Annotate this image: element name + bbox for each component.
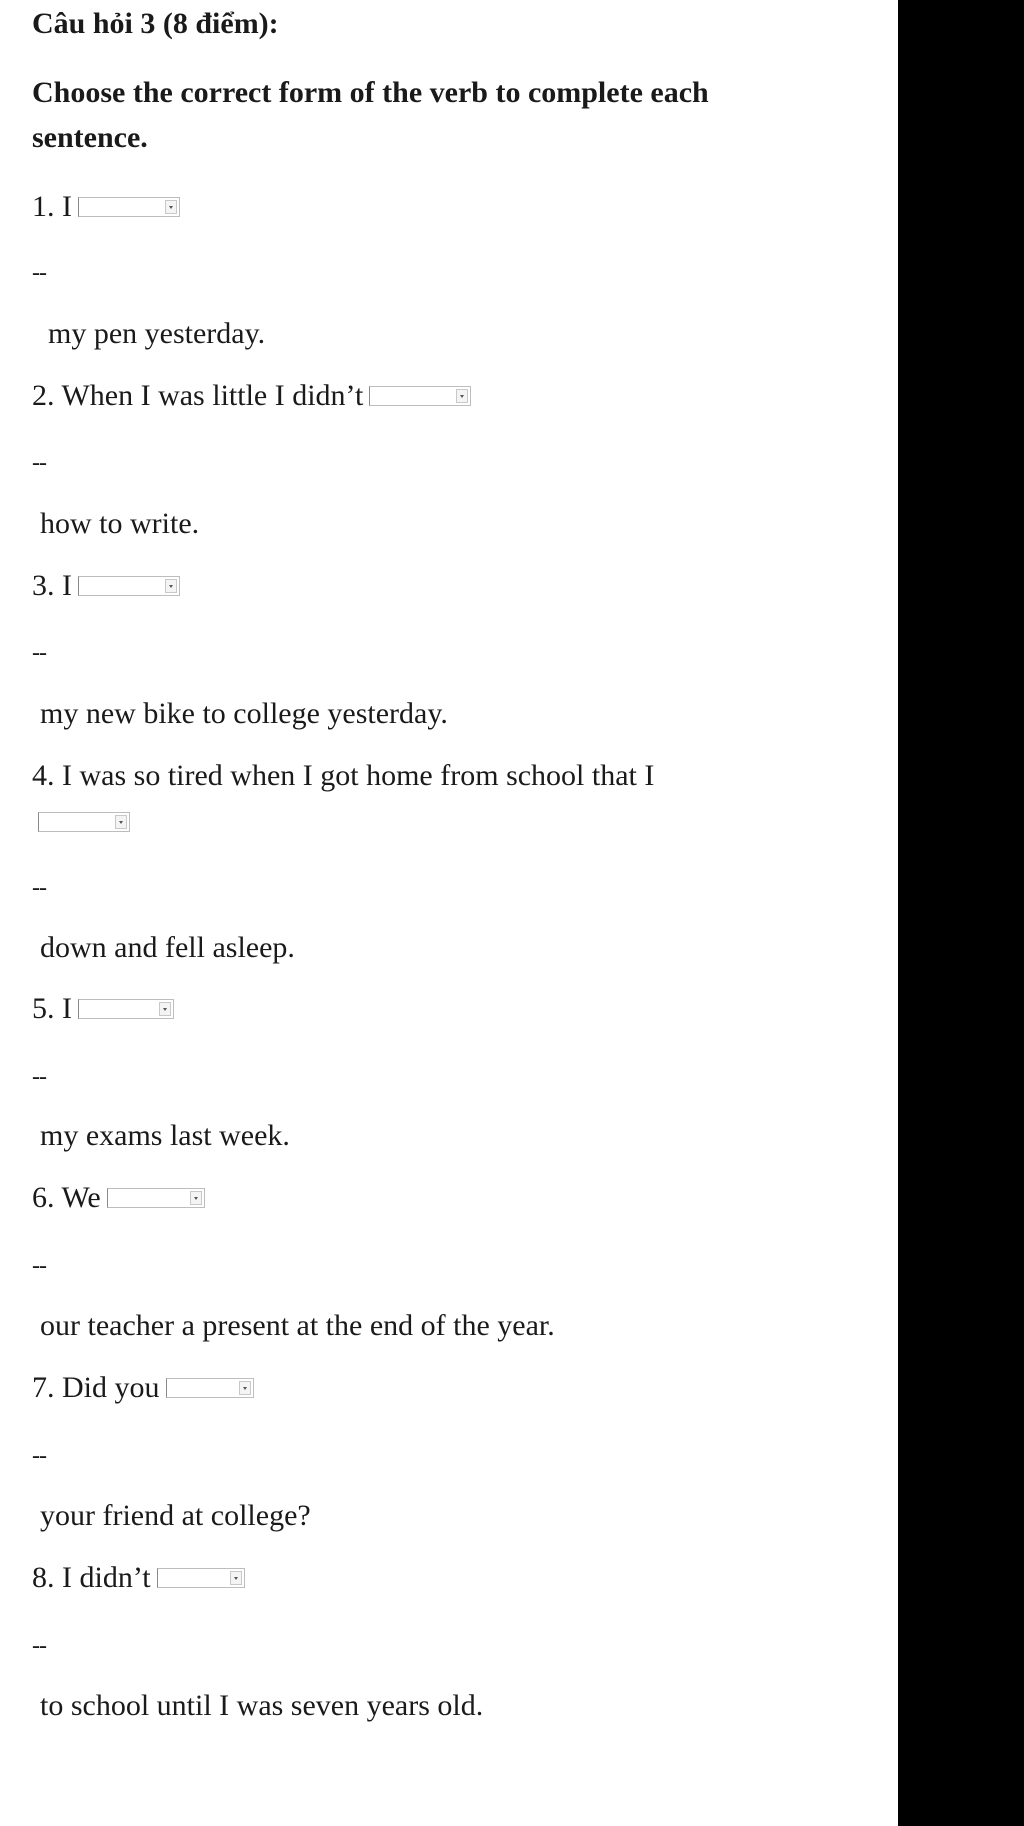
question-1-dropdown[interactable] xyxy=(78,197,180,217)
chevron-down-icon[interactable] xyxy=(230,1571,242,1585)
question-5-dropdown[interactable] xyxy=(78,999,174,1019)
question-7-dropdown[interactable] xyxy=(166,1378,254,1398)
question-5-text: 5. I xyxy=(32,992,72,1026)
question-6-rest: our teacher a present at the end of the year. xyxy=(40,1309,555,1342)
question-8-dropdown[interactable] xyxy=(157,1568,245,1588)
question-2-rest: how to write. xyxy=(40,507,200,540)
question-8-rest: to school until I was seven years old. xyxy=(40,1689,484,1722)
question-7-text: 7. Did you xyxy=(32,1371,160,1405)
question-6-text: 6. We xyxy=(32,1181,101,1215)
question-4-dropdown[interactable] xyxy=(38,812,130,832)
chevron-down-icon[interactable] xyxy=(165,200,177,214)
question-1 xyxy=(32,183,180,229)
question-4-text: 4. I was so tired when I got home from school that I xyxy=(32,759,655,793)
question-2-dash: -- xyxy=(32,450,46,476)
question-7-rest: your friend at college? xyxy=(40,1499,311,1532)
question-4-dash: -- xyxy=(32,875,46,901)
question-3-dash: -- xyxy=(32,640,46,666)
question-7-dash: -- xyxy=(32,1443,46,1469)
question-4-rest: down and fell asleep. xyxy=(40,931,295,964)
chevron-down-icon[interactable] xyxy=(115,815,127,829)
chevron-down-icon[interactable] xyxy=(190,1191,202,1205)
chevron-down-icon[interactable] xyxy=(165,579,177,593)
question-8-text: 8. I didn’t xyxy=(32,1561,151,1595)
question-3-dropdown[interactable] xyxy=(78,576,180,596)
question-8 xyxy=(32,1554,245,1600)
question-2 xyxy=(32,372,471,418)
question-3 xyxy=(32,562,180,608)
question-1-rest: my pen yesterday. xyxy=(48,317,266,350)
question-5 xyxy=(32,985,174,1031)
question-8-dash: -- xyxy=(32,1633,46,1659)
question-3-text: 3. I xyxy=(32,569,72,603)
question-instruction: Choose the correct form of the verb to complete each sentence. xyxy=(32,76,709,154)
question-3-rest: my new bike to college yesterday. xyxy=(40,697,448,730)
question-7 xyxy=(32,1364,254,1410)
question-2-dropdown[interactable] xyxy=(369,386,471,406)
chevron-down-icon[interactable] xyxy=(456,389,468,403)
question-5-rest: my exams last week. xyxy=(40,1119,290,1152)
chevron-down-icon[interactable] xyxy=(159,1002,171,1016)
question-1-text: 1. I xyxy=(32,190,72,224)
question-6 xyxy=(32,1174,205,1220)
chevron-down-icon[interactable] xyxy=(239,1381,251,1395)
question-6-dropdown[interactable] xyxy=(107,1188,205,1208)
question-6-dash: -- xyxy=(32,1253,46,1279)
question-1-dash: -- xyxy=(32,260,46,286)
question-5-dash: -- xyxy=(32,1064,46,1090)
right-black-margin xyxy=(898,0,1024,1826)
question-4 xyxy=(32,752,752,842)
question-2-text: 2. When I was little I didn’t xyxy=(32,379,364,413)
question-title: Câu hỏi 3 (8 điểm): xyxy=(32,7,279,40)
